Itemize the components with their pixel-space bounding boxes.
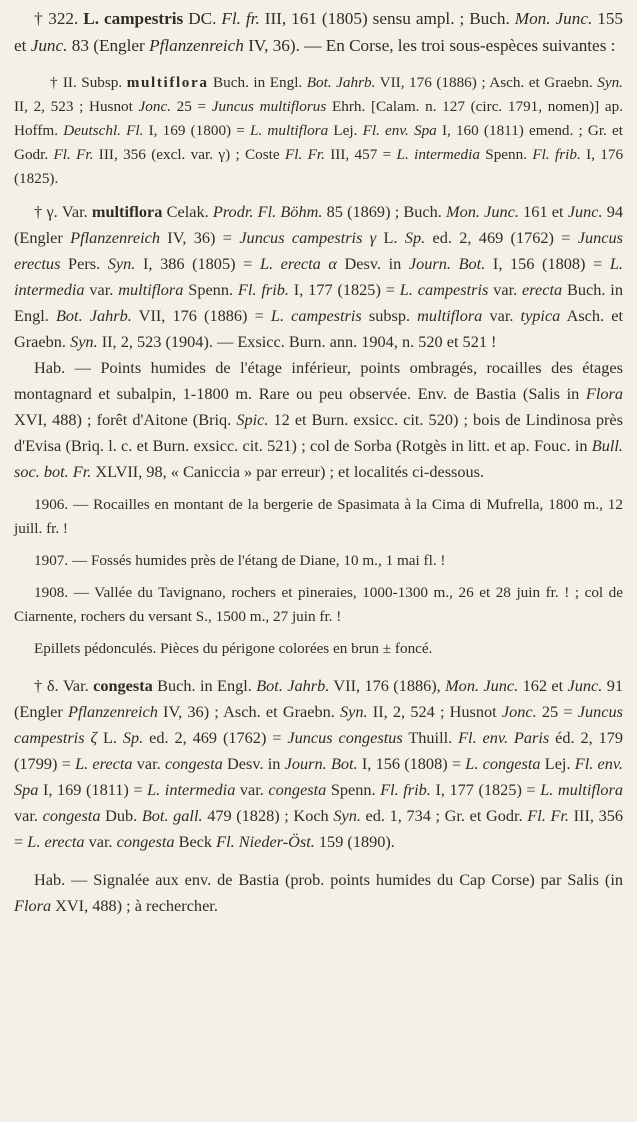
habitat-congesta: Hab. — Signalée aux env. de Bastia (prob. points humides du Cap Corse) par Salis (in Flora XVI, 488) ; à rechercher. [14,870,623,915]
observation-1907: 1907. — Fossés humides près de l'étang de Diane, 10 m., 1 mai fl. ! [34,552,446,569]
observation-1908: 1908. — Vallée du Tavignano, rochers et pineraies, 1000-1300 m., 26 et 28 juin fr. ! ; col de Ciarnente, rochers du versant S., 1500 m., 27 juin fr. ! [14,584,623,625]
variety-entry-multiflora: † γ. Var. multiflora Celak. Prodr. Fl. Böhm. 85 (1869) ; Buch. Mon. Junc. 161 et Junc. 94 (Engler Pflanzenreich IV, 36) = Juncus campestris γ L. Sp. ed. 2, 469 (1762) = Juncus erectus Pers. Syn. I, 386 (1805) = L. erecta α Desv. in Journ. Bot. I, 156 (1808) = L. intermedia var. multiflora Spenn. Fl. frib. I, 177 (1825) = L. campestris var. erecta Buch. in Engl. Bot. Jahrb. VII, 176 (1886) = L. campestris subsp. multiflora var. typica Asch. et Graebn. Syn. II, 2, 523 (1904). — Exsicc. Burn. ann. 1904, n. 520 et 521 ! [14,202,624,351]
species-entry-campestris: † 322. L. campestris DC. Fl. fr. III, 161 (1805) sensu ampl. ; Buch. Mon. Junc. 155 et Junc. 83 (Engler Pflanzenreich IV, 36). — En Corse, les troi sous-espèces suivantes : [14,9,624,55]
variety-entry-congesta: † δ. Var. congesta Buch. in Engl. Bot. Jahrb. VII, 176 (1886), Mon. Junc. 162 et Junc. 91 (Engler Pflanzenreich IV, 36) ; Asch. et Graebn. Syn. II, 2, 524 ; Husnot Jonc. 25 = Juncus campestris ζ L. Sp. ed. 2, 469 (1762) = Juncus congestus Thuill. Fl. env. Paris éd. 2, 179 (1799) = L. erecta var. congesta Desv. in Journ. Bot. I, 156 (1808) = L. congesta Lej. Fl. env. Spa I, 169 (1811) = L. intermedia var. congesta Spenn. Fl. frib. I, 177 (1825) = L. multiflora var. congesta Dub. Bot. gall. 479 (1828) ; Koch Syn. ed. 1, 734 ; Gr. et Godr. Fl. Fr. III, 356 = L. erecta var. congesta Beck Fl. Nieder-Öst. 159 (1890). [14,676,624,851]
subspecies-entry-multiflora: † II. Subsp. multiflora Buch. in Engl. Bot. Jahrb. VII, 176 (1886) ; Asch. et Graebn. Syn. II, 2, 523 ; Husnot Jonc. 25 = Juncus multiflorus Ehrh. [Calam. n. 127 (circ. 1791, nomen)] ap. Hoffm. Deutschl. Fl. I, 169 (1800) = L. multiflora Lej. Fl. env. Spa I, 160 (1811) emend. ; Gr. et Godr. Fl. Fr. III, 356 (excl. var. γ) ; Coste Fl. Fr. III, 457 = L. intermedia Spenn. Fl. frib. I, 176 (1825). [14,74,624,187]
note-epillets: Epillets pédonculés. Pièces du périgone colorées en brun ± foncé. [34,640,433,657]
observation-1906: 1906. — Rocailles en montant de la bergerie de Spasimata à la Cima di Mufrella, 1800 m., 12 juill. fr. ! [14,496,623,537]
habitat-multiflora: Hab. — Points humides de l'étage inférieur, points ombragés, rocailles des étages montagnard et subalpin, 1-1800 m. Rare ou peu observée. Env. de Bastia (Salis in Flora XVI, 488) ; forêt d'Aitone (Briq. Spic. 12 et Burn. exsicc. cit. 520) ; bois de Lindinosa près d'Evisa (Briq. l. c. et Burn. exsicc. cit. 521) ; col de Sorba (Rotgès in litt. et ap. Fouc. in Bull. soc. bot. Fr. XLVII, 98, « Caniccia » par erreur) ; et localités ci-dessous. [14,358,623,481]
